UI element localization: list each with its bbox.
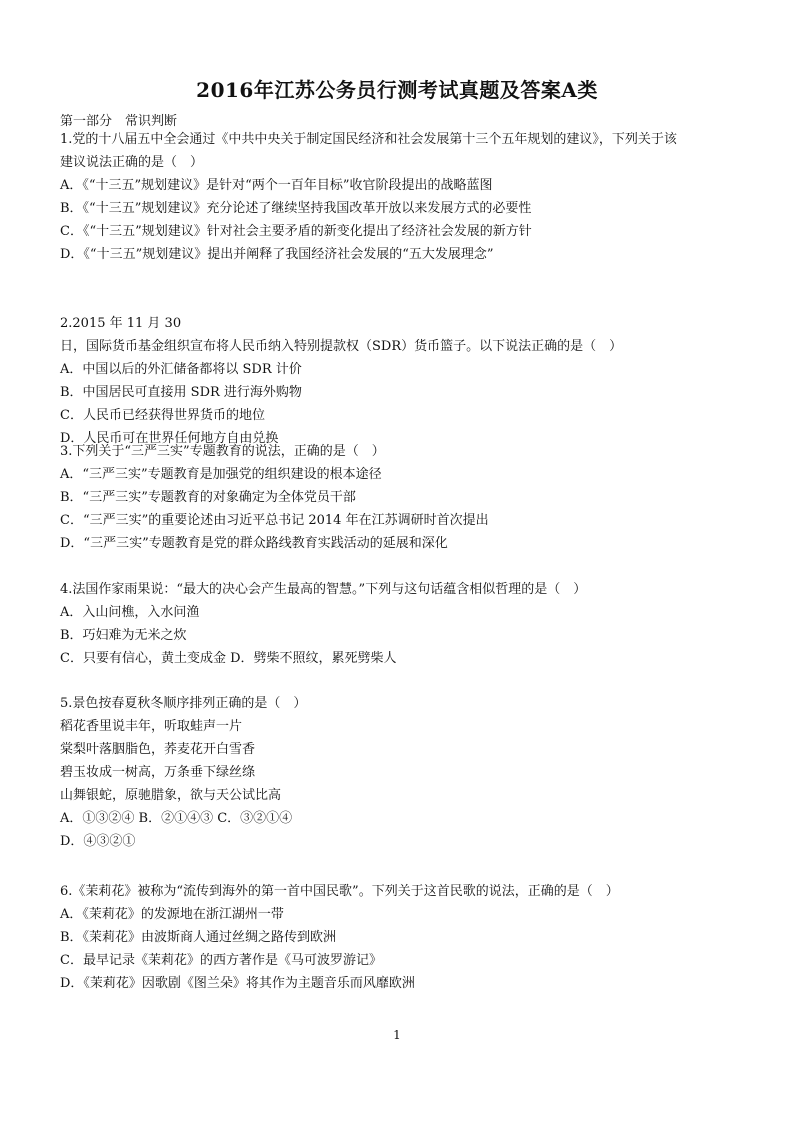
question-text-line: 2.2015 年 11 月 30: [60, 316, 182, 331]
option-d: D．④③②①: [60, 834, 136, 849]
option-b: B．《“十三五”规划建议》充分论述了继续坚持我国改革开放以来发展方式的必要性: [60, 201, 532, 216]
question-1: [60, 128, 750, 266]
question-text-line: 6.《茉莉花》被称为“流传到海外的第一首中国民歌”。下列关于这首民歌的说法，正确的是（ ）: [60, 884, 619, 899]
question-text-line: 3.下列关于“三严三实”专题教育的说法，正确的是（ ）: [60, 444, 385, 459]
question-text-line: 5.景色按春夏秋冬顺序排列正确的是（ ）: [60, 696, 307, 711]
question-5: [60, 692, 750, 853]
option-c: C．最早记录《茉莉花》的西方著作是《马可波罗游记》: [60, 953, 382, 968]
option-a: A．《茉莉花》的发源地在浙江湖州一带: [60, 907, 284, 922]
question-6: [60, 880, 750, 995]
page-number: 1: [393, 1028, 401, 1042]
option-d: D．《茉莉花》因歌剧《图兰朵》将其作为主题音乐而风靡欧洲: [60, 976, 415, 991]
question-2: [60, 312, 750, 450]
option-d: D．人民币可在世界任何地方自由兑换: [60, 431, 279, 446]
section-heading: 第一部分 常识判断: [60, 114, 178, 129]
poem-line-4: 山舞银蛇，原驰腊象，欲与天公试比高: [60, 788, 282, 803]
option-c: C．人民币已经获得世界货币的地位: [60, 408, 265, 423]
option-a: A．入山问樵，入水问渔: [60, 605, 200, 620]
option-c-d: C．只要有信心，黄土变成金 D．劈柴不照纹，累死劈柴人: [60, 651, 397, 666]
poem-line-2: 棠梨叶落胭脂色，荞麦花开白雪香: [60, 742, 256, 757]
question-4: [60, 578, 750, 670]
option-b: B．巧妇难为无米之炊: [60, 628, 187, 643]
option-c: C．“三严三实”的重要论述由习近平总书记 2014 年在江苏调研时首次提出: [60, 513, 489, 528]
poem-line-1: 稻花香里说丰年，听取蛙声一片: [60, 719, 243, 734]
options-a-b-c: A．①③②④ B．②①④③ C．③②①④: [60, 811, 293, 826]
question-text-line: 4.法国作家雨果说：“最大的决心会产生最高的智慧。”下列与这句话蕴含相似哲理的是（ ）: [60, 582, 587, 597]
option-b: B．《茉莉花》由波斯商人通过丝绸之路传到欧洲: [60, 930, 337, 945]
poem-line-3: 碧玉妆成一树高，万条垂下绿丝绦: [60, 765, 256, 780]
option-c: C．《“十三五”规划建议》针对社会主要矛盾的新变化提出了经济社会发展的新方针: [60, 224, 532, 239]
option-a: A．《“十三五”规划建议》是针对“两个一百年目标”收官阶段提出的战略蓝图: [60, 178, 493, 193]
question-text-line: 1.党的十八届五中全会通过《中共中央关于制定国民经济和社会发展第十三个五年规划的建议》，下列关于该: [60, 132, 677, 147]
document-title: 2016年江苏公务员行测考试真题及答案A类: [196, 78, 598, 102]
option-d: D．《“十三五”规划建议》提出并阐释了我国经济社会发展的“五大发展理念”: [60, 247, 494, 262]
question-text-line: 建议说法正确的是（ ）: [60, 155, 204, 170]
option-b: B．中国居民可直接用 SDR 进行海外购物: [60, 385, 302, 400]
question-3: [60, 440, 750, 555]
option-d: D．“三严三实”专题教育是党的群众路线教育实践活动的延展和深化: [60, 536, 448, 551]
option-a: A．中国以后的外汇储备都将以 SDR 计价: [60, 362, 302, 377]
question-text-line: 日，国际货币基金组织宣布将人民币纳入特别提款权（SDR）货币篮子。以下说法正确的是（ ）: [60, 339, 623, 354]
option-b: B．“三严三实”专题教育的对象确定为全体党员干部: [60, 490, 356, 505]
option-a: A．“三严三实”专题教育是加强党的组织建设的根本途径: [60, 467, 382, 482]
